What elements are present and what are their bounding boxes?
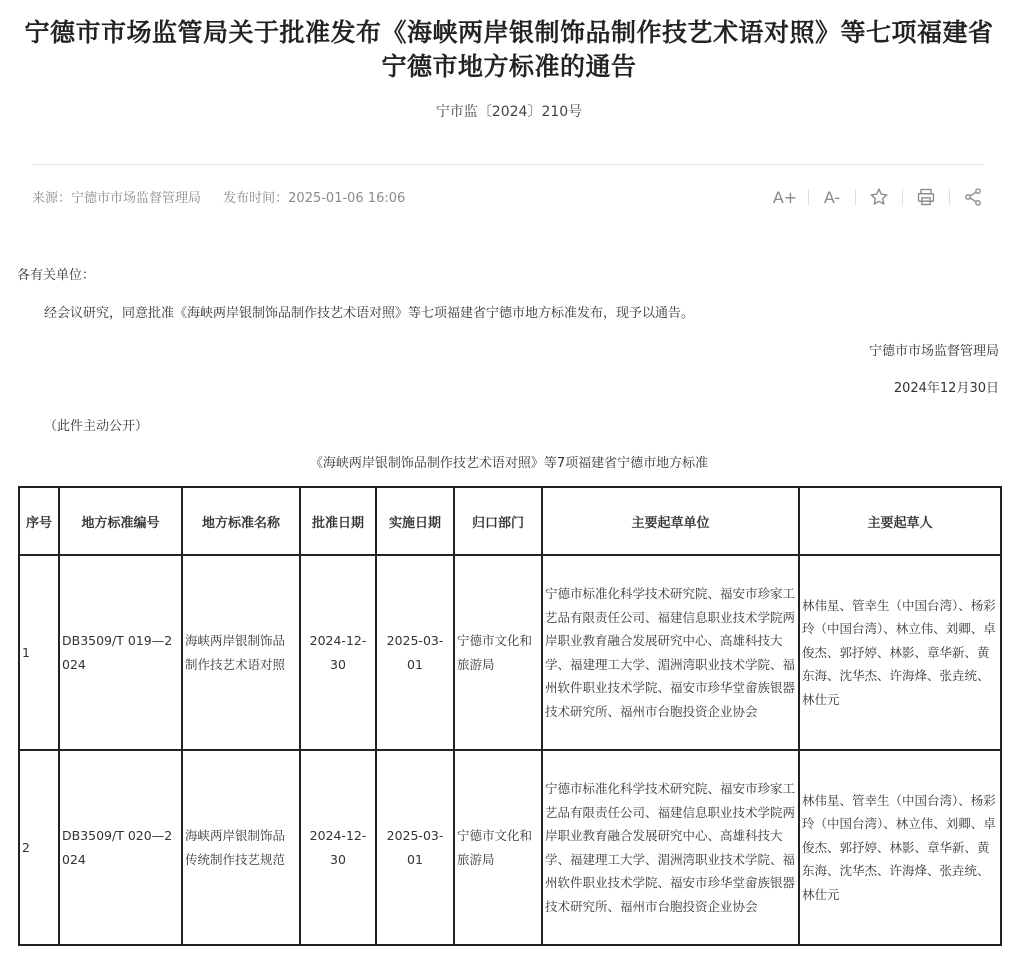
cell-department: 宁德市文化和旅游局 (454, 555, 542, 750)
table-caption: 《海峡两岸银制饰品制作技艺术语对照》等7项福建省宁德市地方标准 (309, 456, 709, 471)
table-header-row (19, 487, 1001, 555)
cell-approve-date: 2024-12-30 (300, 555, 376, 750)
title-line-2: 宁德市地方标准的通告 (381, 52, 637, 81)
toolbar-separator (902, 189, 903, 205)
title-line-1: 宁德市市场监管局关于批准发布《海峡两岸银制饰品制作技艺术语对照》等七项福建省 (24, 18, 994, 47)
table-row (19, 555, 1001, 750)
font-decrease-button[interactable] (817, 182, 847, 212)
cell-drafting-units: 宁德市标准化科学技术研究院、福安市珍家工艺品有限责任公司、福建信息职业技术学院两岸职业教育融合发展研究中心、高雄科技大学、福建理工大学、湄洲湾职业技术学院、福州软件职业技术学院、福安市珍华堂畲族银器技术研究所、福州市台胞投资企业协会 (542, 750, 799, 945)
cell-drafters: 林伟星、管幸生（中国台湾）、杨彩玲（中国台湾）、林立伟、刘卿、卓俊杰、郭抒婷、林影、章华新、黄东海、沈华杰、许海烽、张垚统、林仕元 (799, 555, 1001, 750)
standards-table (18, 486, 1002, 946)
favorite-button[interactable] (864, 182, 894, 212)
cell-implement-date: 2025-03-01 (376, 555, 454, 750)
toolbar-separator (808, 189, 809, 205)
toolbar-separator (949, 189, 950, 205)
article-meta (32, 187, 423, 206)
share-icon (963, 187, 983, 207)
font-decrease-icon: A- (823, 187, 841, 207)
signature-org: 宁德市市场监督管理局 (868, 344, 999, 359)
table-row (19, 750, 1001, 945)
cell-approve-date: 2024-12-30 (300, 750, 376, 945)
salutation: 各有关单位： (17, 268, 96, 283)
header-drafters: 主要起草人 (799, 487, 1001, 555)
article-title (0, 16, 1018, 84)
font-increase-icon: A+ (772, 187, 798, 207)
cell-drafters: 林伟星、管幸生（中国台湾）、杨彩玲（中国台湾）、林立伟、刘卿、卓俊杰、郭抒婷、林影、章华新、黄东海、沈华杰、许海烽、张垚统、林仕元 (799, 750, 1001, 945)
cell-name: 海峡两岸银制饰品制作技艺术语对照 (182, 555, 300, 750)
header-code: 地方标准编号 (59, 487, 182, 555)
header-drafting-units: 主要起草单位 (542, 487, 799, 555)
main-paragraph: 经会议研究，同意批准《海峡两岸银制饰品制作技艺术语对照》等七项福建省宁德市地方标准发布，现予以通告。 (44, 306, 695, 321)
disclosure-note: （此件主动公开） (44, 419, 149, 434)
toolbar-separator (855, 189, 856, 205)
cell-drafting-units: 宁德市标准化科学技术研究院、福安市珍家工艺品有限责任公司、福建信息职业技术学院两岸职业教育融合发展研究中心、高雄科技大学、福建理工大学、湄洲湾职业技术学院、福州软件职业技术学院、福安市珍华堂畲族银器技术研究所、福州市台胞投资企业协会 (542, 555, 799, 750)
document-number: 宁市监〔2024〕210号 (435, 104, 583, 120)
print-button[interactable] (911, 182, 941, 212)
cell-code: DB3509/T 019—2024 (59, 555, 182, 750)
header-name: 地方标准名称 (182, 487, 300, 555)
printer-icon (916, 187, 936, 207)
header-department: 归口部门 (454, 487, 542, 555)
cell-no: 2 (19, 750, 59, 945)
signature-date: 2024年12月30日 (893, 381, 999, 396)
header-implement-date: 实施日期 (376, 487, 454, 555)
header-approve-date: 批准日期 (300, 487, 376, 555)
article-toolbar (770, 182, 988, 212)
cell-code: DB3509/T 020—2024 (59, 750, 182, 945)
cell-no: 1 (19, 555, 59, 750)
cell-implement-date: 2025-03-01 (376, 750, 454, 945)
share-button[interactable] (958, 182, 988, 212)
cell-department: 宁德市文化和旅游局 (454, 750, 542, 945)
font-increase-button[interactable] (770, 182, 800, 212)
cell-name: 海峡两岸银制饰品传统制作技艺规范 (182, 750, 300, 945)
header-no: 序号 (19, 487, 59, 555)
header-divider (32, 164, 984, 165)
source-label: 来源：宁德市市场监督管理局 (32, 191, 202, 206)
publish-time: 发布时间：2025-01-06 16:06 (223, 191, 406, 206)
star-icon (869, 187, 889, 207)
